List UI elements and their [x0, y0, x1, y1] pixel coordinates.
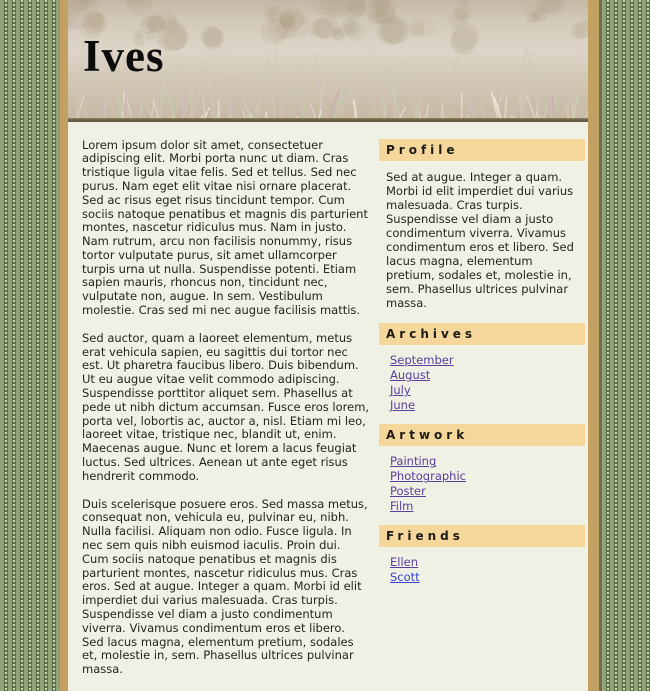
friend-link-ellen[interactable]: Ellen: [390, 555, 419, 570]
site-title: Ives: [83, 31, 165, 81]
main-area: [68, 122, 588, 691]
list-item: [390, 485, 585, 497]
archive-link-september[interactable]: September: [390, 353, 454, 368]
friends-links: [390, 556, 585, 583]
left-gold-border: [60, 0, 68, 691]
left-border-pattern: [0, 0, 60, 691]
list-item: [390, 556, 585, 568]
archives-links: [390, 354, 585, 411]
archive-link-june[interactable]: June: [390, 398, 416, 413]
right-gold-border: [588, 0, 599, 691]
list-item: [390, 571, 585, 583]
paragraph-3: Duis scelerisque posuere eros. Sed massa metus, consequat non, vehicula eu, pulvinar eu, nibh. Nulla facilisi. Aliquam non odio. Fusce ligula. In nec sem quis nibh euismod iaculis. Proin dui. Cum sociis natoque penatibus et magnis dis parturient montes, nascetur ridiculus mus. Cras eros. Sed at augue. Integer a quam. Morbi id elit imperdiet dui varius malesuada. Cras turpis. Suspendisse vel diam a justo condimentum viverra. Vivamus condimentum eros et libero. Sed lacus magna, elementum pretium, sodales et, molestie in, sem. Phasellus ultrices pulvinar massa.: [82, 496, 368, 677]
main-content: [82, 139, 370, 691]
archive-link-july[interactable]: July: [390, 383, 411, 398]
artwork-heading: Artwork: [379, 424, 585, 446]
artwork-links: [390, 455, 585, 512]
paragraph-2: Sed auctor, quam a laoreet elementum, metus erat vehicula sapien, eu sagittis dui tortor nec est. Ut pharetra faucibus libero. Duis bibendum. Ut eu augue vitae velit commodo adipiscing. Suspendisse porttitor aliquet sem. Phasellus at pede ut nibh dictum accumsan. Fusce eros lorem, porta vel, lobortis ac, auctor a, nisl. Etiam mi leo, laoreet vitae, tristique nec, blandit ut, enim. Maecenas augue. Nunc et lorem a lacus feugiat luctus. Sed ultrices. Aenean ut ante eget risus hendrerit commodo.: [82, 330, 370, 483]
artwork-link-painting[interactable]: Painting: [390, 454, 437, 469]
list-item: [390, 470, 585, 482]
artwork-link-poster[interactable]: Poster: [390, 484, 426, 499]
list-item: [390, 500, 585, 512]
friend-link-scott[interactable]: Scott: [390, 570, 420, 585]
artwork-link-photographic[interactable]: Photographic: [390, 469, 466, 484]
sidebar: [379, 139, 585, 597]
profile-heading: Profile: [379, 139, 585, 161]
archive-link-august[interactable]: August: [390, 368, 431, 383]
list-item: [390, 354, 585, 366]
artwork-link-film[interactable]: Film: [390, 499, 414, 514]
site-header: [68, 0, 588, 118]
paragraph-1: Lorem ipsum dolor sit amet, consectetuer adipiscing elit. Morbi porta nunc ut diam. Cras tristique ligula vitae felis. Sed et tellus. Sed nec purus. Nam eget elit vitae nisi ornare placerat. Sed ac risus eget risus tincidunt tempor. Cum sociis natoque penatibus et magnis dis parturient montes, nascetur ridiculus mus. Nam in justo. Nam rutrum, arcu non facilisis nonummy, risus tortor vulputate purus, sit amet ullamcorper turpis urna ut nulla. Suspendisse potenti. Etiam sapien mauris, rhoncus non, tincidunt nec, vulputate non, augue. In sem. Vestibulum molestie. Cras sed mi nec augue facilisis mattis.: [82, 137, 368, 318]
friends-heading: Friends: [379, 525, 585, 547]
list-item: [390, 399, 585, 411]
list-item: [390, 369, 585, 381]
right-border-pattern: [599, 0, 650, 691]
archives-heading: Archives: [379, 323, 585, 345]
list-item: [390, 455, 585, 467]
list-item: [390, 384, 585, 396]
content-column: [68, 0, 588, 691]
profile-text: Sed at augue. Integer a quam. Morbi id elit imperdiet dui varius malesuada. Cras turpis. Suspendisse vel diam a justo condimentum viverra. Vivamus condimentum eros et libero. Sed lacus magna, elementum pretium, sodales et, molestie in, sem. Phasellus ultrices pulvinar massa.: [386, 169, 574, 311]
